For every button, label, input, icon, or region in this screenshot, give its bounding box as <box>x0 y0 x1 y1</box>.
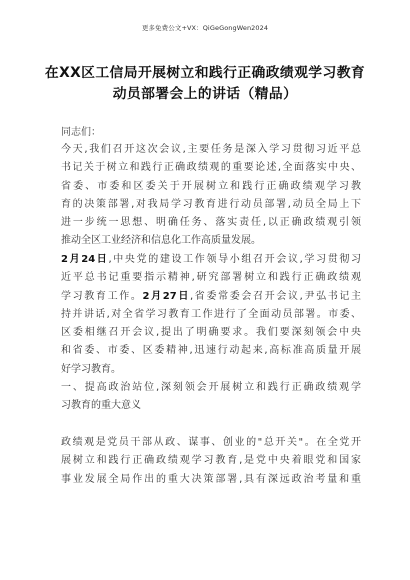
greeting: 同志们： <box>61 127 101 138</box>
paragraph-line: 展树立和践行正确政绩观学习教育,是党中央着眼党和国家 <box>61 455 361 467</box>
paragraph-line: 书记关于树立和践行正确政绩观的重要论述,全面落实中央、 <box>61 162 361 174</box>
paragraph-line: 近平总书记重要指示精神,研究部署树立和践行正确政绩观 <box>61 272 361 284</box>
paragraph-line: 持并讲话,对全省学习教育工作进行了全面动员部署。市委、 <box>61 308 361 320</box>
paragraph-text: ,省委常委会召开会议,尹弘书记主 <box>189 290 362 302</box>
paragraph-line: 区委相继召开会议,提出了明确要求。我们要深刻领会中央 <box>61 327 361 339</box>
document-title-line-2: 动员部署会上的讲话（精品） <box>112 86 298 102</box>
paragraph-line: 事业发展全局作出的重大决策部署,具有深远政治考量和重 <box>61 473 361 485</box>
paragraph-line: 政绩观是党员干部从政、谋事、创业的"总开关"。在全党开 <box>61 437 361 448</box>
paragraph-line: 进一步统一思想、明确任务、落实责任,以正确政绩观引领 <box>61 217 361 229</box>
paragraph-text: ,中央党的建设工作领导小组召开会议,学习贯彻习 <box>108 254 362 265</box>
paragraph-text: 学习教育工作。 <box>61 290 143 302</box>
date-highlight: 2月24日 <box>61 254 109 265</box>
heading-line: 一、提高政治站位,深刻领会开展树立和践行正确政绩观学 <box>61 382 361 393</box>
paragraph-line: 好学习教育。 <box>61 363 121 375</box>
date-highlight: 2月27日 <box>142 290 190 302</box>
paragraph-line <box>61 251 361 269</box>
paragraph-line: 今天,我们召开这次会议,主要任务是深入学习贯彻习近平总 <box>61 144 361 155</box>
paragraph-line: 和省委、市委、区委精神,迅速行动起来,高标准高质量开展 <box>61 345 361 357</box>
heading-line: 习教育的重大意义 <box>61 400 141 412</box>
document-title-line-1: 在XX区工信局开展树立和践行正确政绩观学习教育 <box>44 65 366 81</box>
paragraph-line: 省委、市委和区委关于开展树立和践行正确政绩观学习教 <box>61 180 361 192</box>
paragraph-line: 育的决策部署,对我局学习教育进行动员部署,动员全局上下 <box>61 198 361 210</box>
paragraph-line: 推动全区工业经济和信息化工作高质量发展。 <box>61 235 261 247</box>
paragraph-1 <box>61 141 361 251</box>
page-header: 更多免费公文+VX：QiGeGongWen2024 <box>141 24 269 32</box>
paragraph-line <box>61 288 361 306</box>
paragraph-3 <box>61 434 361 489</box>
paragraph-2 <box>61 251 361 379</box>
section-heading-1 <box>61 379 361 416</box>
